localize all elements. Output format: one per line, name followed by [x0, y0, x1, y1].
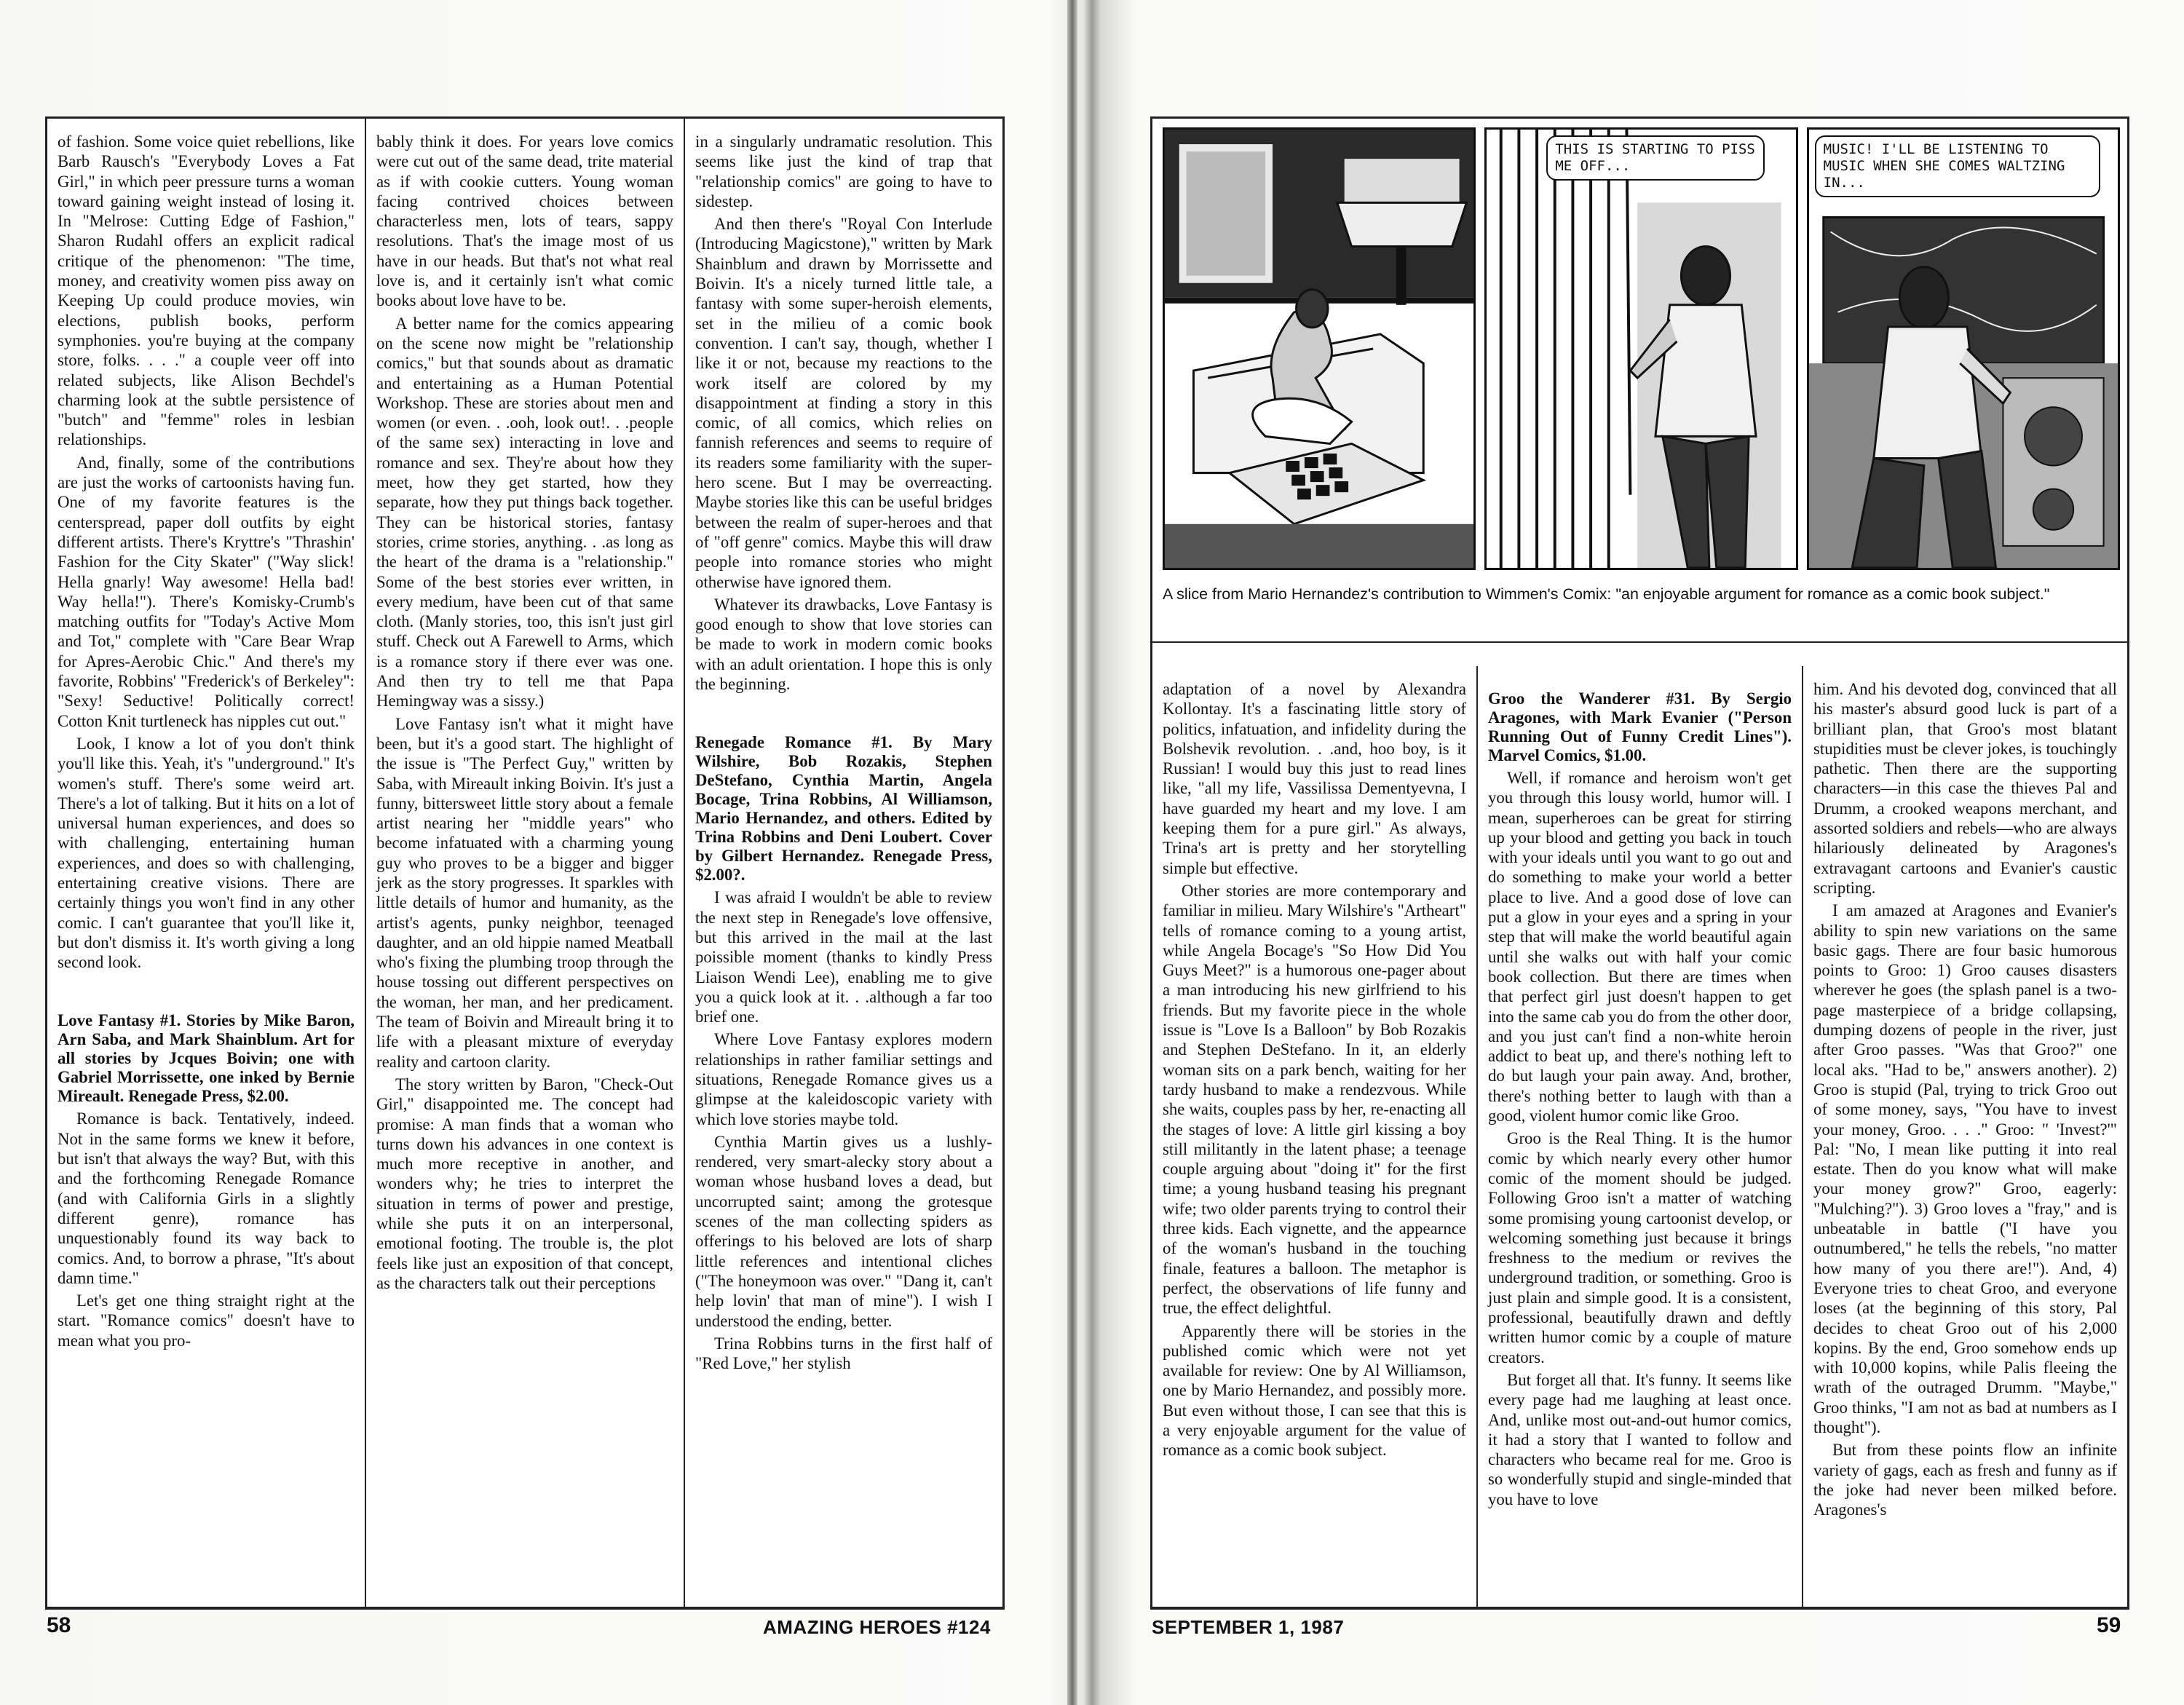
paragraph: Look, I know a lot of you don't think you'll like this. Yeah, it's "underground." It's women's stuff. There's some weird art. There's a lot of talking. But it hits on a lot of universal human experiences, and does so with challenging, entertaining human experiences, and does so with challenging, entertaining creative visions. There are certainly things you won't find in any other comic. I can't guarantee that you'll like it, but don't dismiss it. It's worth giving a long second look.: [58, 734, 355, 972]
comic-panel-3: [1807, 127, 2120, 570]
paragraph: I was afraid I wouldn't be able to review the next step in Renegade's love offensive, but this arrived in the mail at the last poissible moment (thanks to kindly Press Liaison Wendi Lee), enabling me to give you a quick look at it. . .although a far too brief one.: [695, 888, 992, 1026]
right-col-3: [1803, 666, 2127, 1609]
left-page-number: 58: [47, 1613, 71, 1637]
left-col-2: [366, 119, 685, 1607]
paragraph: in a singularly undramatic resolution. This seems like just the kind of trap that "relationship comics" are going to have to sidestep.: [695, 132, 992, 210]
right-col-2: [1478, 666, 1803, 1609]
right-page-number: 59: [2097, 1613, 2121, 1637]
speech-balloon-3: MUSIC! I'LL BE LISTENING TO MUSIC WHEN SHE COMES WALTZING IN...: [1815, 135, 2100, 197]
paragraph: Let's get one thing straight right at the start. "Romance comics" doesn't have to mean what you pro-: [58, 1291, 355, 1350]
right-page: [1150, 116, 2129, 1609]
paragraph: Romance is back. Tentatively, indeed. Not in the same forms we knew it before, but isn't that always the way? But, with this and the forthcoming Renegade Romance (and with California Girls in a slightly different genre), romance has unquestionably found its way back to comics. And, to borrow a phrase, "It's about damn time.": [58, 1109, 355, 1287]
paragraph: Love Fantasy isn't what it might have been, but it's a good start. The highlight of the issue is "The Perfect Guy," written by Saba, with Mireault inking Boivin. It's just a funny, bittersweet little story about a female artist nearing her "middle years" who become infatuated with a charming young guy who proves to be a bigger and bigger jerk as the story progresses. It sparkles with little details of humor and humanity, as the artist's agents, punky neighbor, teenaged daughter, and an old hippie named Meatball who's fixing the plumbing troop through the house tossing out different perspectives on the woman, her man, and her predicament. The team of Boivin and Mireault bring it to life with a pleasant mixture of everyday reality and cartoon clarity.: [376, 714, 673, 1071]
paragraph: Cynthia Martin gives us a lushly-rendered, very smart-alecky story about a woman whose husband loves a dead, but uncorrupted saint; among the grotesque scenes of the man collecting spiders as offerings to his beloved are lots of sharp little references and intentional cliches ("The honeymoon was over." "Dang it, can't help lovin' that man of mine"). I wish I understood the ending, better.: [695, 1132, 992, 1330]
paragraph: A better name for the comics appearing on the scene now might be "relationship comics," but that sounds about as dramatic and entertaining as a Human Potential Workshop. These are stories about men and women (or even. . .ooh, look out!. . .people of the same sex) interacting in love and romance and sex. They're about how they meet, how they get started, how they separate, how they put things back together. They can be historical stories, fantasy stories, crime stories, anything. . .as long as the heart of the drama is a "relationship." Some of the best stories ever written, in every medium, have been cut of that same cloth. (Manly stories, too, this isn't just girl stuff. Check out A Farewell to Arms, which is a romance story if there ever was one. And then try to tell me that Papa Hemingway was a sissy.): [376, 314, 673, 711]
right-running-head: SEPTEMBER 1, 1987: [1152, 1616, 1345, 1638]
left-footer-rule: [45, 1607, 1005, 1610]
left-page-columns: [47, 119, 1002, 1607]
left-running-head: AMAZING HEROES #124: [763, 1616, 991, 1638]
left-col-3: [685, 119, 1002, 1607]
paragraph: But from these points flow an infinite variety of gags, each as fresh and funny as if the joke had never been milked before. Aragones's: [1813, 1441, 2117, 1519]
paragraph: Well, if romance and heroism won't get you through this lousy world, humor will. I mean, superheroes can be great for stirring up your blood and getting you back in touch with your ideals until you want to go out and do something to make your world a better place to live. And a good dose of love can put a glow in your eyes and a spring in your step that will make the world beautiful again until she walks out with half your comic book collection. But there are times when that perfect girl just doesn't happen to get into the same cab you do from the other door, and you just can't find a non-white heroin addict to beat up, and there's nothing left to do but laugh your pain away. And, brother, there's nothing better to laugh with than a good, violent humor comic like Groo.: [1488, 769, 1792, 1126]
left-col-1: [47, 119, 366, 1607]
paragraph: Whatever its drawbacks, Love Fantasy is good enough to show that love stories can be made to work in modern comic books with an adult orientation. I hope this is only the beginning.: [695, 595, 992, 694]
right-col-1: [1152, 666, 1478, 1609]
review-heading: Love Fantasy #1. Stories by Mike Baron, Arn Saba, and Mark Shainblum. Art for all stories by Jcques Boivin; one with Gabriel Morrissette, one inked by Bernie Mireault. Renegade Press, $2.00.: [58, 1011, 355, 1106]
review-heading: Renegade Romance #1. By Mary Wilshire, Bob Rozakis, Stephen DeStefano, Cynthia Martin, Angela Bocage, Trina Robbins, Al Williamson, Mario Hernandez, and others. Edited by Trina Robbins and Deni Loubert. Cover by Gilbert Hernandez. Renegade Press, $2.00?.: [695, 733, 992, 885]
paragraph: adaptation of a novel by Alexandra Kollontay. It's a fascinating little story of politics, infatuation, and infidelity during the Bolshevik revolution. . .and, hoo boy, is it Russian! I would buy this just to read lines like, "all my life, Vassilissa Dementyevna, I have guarded my heart and my love. I am keeping them for a pure girl." As always, Trina's art is pretty and her storytelling simple but effective.: [1163, 680, 1466, 877]
paragraph: Where Love Fantasy explores modern relationships in rather familiar settings and situations, Renegade Romance gives us a glimpse at the kaleidoscopic variety with which love stories maybe told.: [695, 1030, 992, 1128]
paragraph: Groo is the Real Thing. It is the humor comic by which nearly every other humor comic of the moment should be judged. Following Groo isn't a matter of watching some promising young cartoonist develop, or welcoming something just because it brings freshness to the medium or revives the underground tradition, or something. Groo is just plain and simple good. It is a consistent, professional, beautifully drawn and deftly written humor comic by a couple of mature creators.: [1488, 1129, 1792, 1366]
paragraph: I am amazed at Aragones and Evanier's ability to spin new variations on the same basic gags. There are four basic humorous points to Groo: 1) Groo causes disasters wherever he goes (the splash panel is a two-page masterpiece of a bridge collapsing, dumping dozens of people in the river, just after Groo passes. "Was that Groo?" one local aks. "Had to be," answers another). 2) Groo is stupid (Pal, trying to trick Groo out of some money, says, "You have to invest your money, Groo. . . ." Groo: " 'Invest?'" Pal: "No, I mean like putting it into real estate. Then do you know what will make your money grow?" Groo, eagerly: "Mulching?"). 3) Groo loves a "fray," and is unbeatable in battle ("I have you outnumbered," he tells the rebels, "no matter how many of you there are!"). And, 4) Everyone tries to cheat Groo, and everyone loses (at the beginning of this story, Pal decides to cheat Groo out of his 2,000 kopins. By the end, Groo somehow ends up with 10,000 kopins, while Palis fleeing the wrath of the outraged Drumm. "Maybe," Groo thinks, "I am not as bad at numbers as I thought").: [1813, 901, 2117, 1436]
right-page-columns: [1152, 666, 2127, 1609]
speech-balloon-2: THIS IS STARTING TO PISS ME OFF...: [1546, 135, 1765, 181]
review-heading: Groo the Wanderer #31. By Sergio Aragones, with Mark Evanier ("Person Running Out of Funny Credit Lines"). Marvel Comics, $1.00.: [1488, 689, 1792, 764]
paragraph: The story written by Baron, "Check-Out Girl," disappointed me. The concept had promise: A man finds that a woman who turns down his advances in one context is much more receptive in another, and wonders why; he tries to interpret the situation in terms of power and prestige, while she puts it on an interpersonal, emotional footing. The trouble is, the plot feels like just an exposition of that concept, as the characters talk out their perceptions: [376, 1075, 673, 1292]
room-drawing: [1165, 130, 1473, 568]
book-spine: [1067, 0, 1077, 1705]
curtain-figure-drawing: [1487, 130, 1795, 568]
paragraph: Other stories are more contemporary and familiar in milieu. Mary Wilshire's "Artheart" tells of romance coming to a young artist, while Angela Bocage's "So How Did You Guys Meet?" is a humorous one-pager about a man introducing his new girlfriend to his friends. But my favorite piece in the whole issue is "Love Is a Balloon" by Bob Rozakis and Stephen DeStefano. In it, an elderly woman sits on a park bench, waiting for her tardy husband to make a rendezvous. While she waits, couples pass by her, re-enacting all the stages of love: A little girl kissing a boy still militantly in the latent phase; a teenage couple arguing about "doing it" for the first time; a young husband teasing his pregnant wife; two older parents trying to control their three kids. Each vignette, and the appearnce of the woman's husband in the touching finale, features a balloon. The metaphor is perfect, the observations of life funny and true, the effect delightful.: [1163, 881, 1466, 1318]
right-footer-rule: [1150, 1607, 2129, 1610]
paragraph: And then there's "Royal Con Interlude (Introducing Magicstone)," written by Mark Shainblum and drawn by Morrissette and Boivin. It's a nicely turned little tale, a fantasy with some super-heroish elements, set in the milieu of a comic book convention. I can't say, though, whether I like it or not, because my reactions to the work itself are colored by my disappointment at finding a story in this comic, of all comics, which relies on fannish references and seems to require of its readers some familiarity with the super-hero scene. But I may be overreacting. Maybe stories like this can be useful bridges between the realm of super-heroes and that of "off genre" comics. Maybe this will draw people into romance stories who might otherwise have ignored them.: [695, 215, 992, 591]
paragraph-spacer: [695, 697, 992, 723]
paragraph: him. And his devoted dog, convinced that all his master's absurd good luck is part of a brilliant plan, that Groo's most blatant stupidities must be clever jokes, is touchingly pathetic. Then there are the supporting characters—in this case the thieves Pal and Drumm, a crooked weapons merchant, and assorted soldiers and rebels—who are always hilariously delineated by Aragones's extravagant cartoons and Evanier's caustic scripting.: [1813, 680, 2117, 897]
paragraph: And, finally, some of the contributions are just the works of cartoonists having fun. One of my favorite features is the centerspread, paper doll outfits by eight different artists. There's Kryttre's "Thrashin' Fashion for the City Skater" ("Way slick! Hella gnarly! Way awesome! Hella bad! Way hella!"). There's Komisky-Crumb's matching outfits for "Today's Active Mom and Tot," complete with "Care Bear Wrap for Apres-Aerobic Chic." And there's my favorite, Robbins' "Frederick's of Berkeley": "Sexy! Seductive! Politically correct! Cotton Knit turtleneck has nipples cut out.": [58, 453, 355, 730]
paragraph: Apparently there will be stories in the published comic which were not yet available for review: One by Al Williamson, one by Mario Hernandez, and possibly more. But even without those, I can see that this is a very enjoyable argument for the value of romance as a comic book subject.: [1163, 1321, 1466, 1460]
paragraph: Trina Robbins turns in the first half of "Red Love," her stylish: [695, 1334, 992, 1373]
paragraph: bably think it does. For years love comics were cut out of the same dead, trite material as if with cookie cutters. Young woman facing contrived choices between characterless men, lots of tears, sappy resolutions. That's the image most of us have in our heads. But that's not what real love is, and it certainly isn't what comic books about love have to be.: [376, 132, 673, 310]
comic-panel-1: [1163, 127, 1476, 570]
paragraph-spacer: [58, 975, 355, 1001]
comic-panel-2: [1484, 127, 1797, 570]
comic-strip: [1163, 127, 2120, 570]
comic-caption: A slice from Mario Hernandez's contribution to Wimmen's Comix: "an enjoyable argument for romance as a comic book subject.": [1163, 585, 2050, 603]
caption-rule: [1152, 641, 2127, 643]
left-page: [45, 116, 1005, 1609]
paragraph: of fashion. Some voice quiet rebellions, like Barb Rausch's "Everybody Loves a Fat Girl," in which peer pressure turns a woman toward gaining weight instead of losing it. In "Melrose: Cutting Edge of Fashion," Sharon Rudahl offers an explicit radical critique of the phenomenon: "The time, money, and creativity women piss away on Keeping Up could produce movies, win elections, publish books, perform symphonies. you're buying at the company store, folks. . . ." a couple veer off into related subjects, like Alison Bechdel's charming look at the subtle persistence of "butch" and "femme" roles in lesbian relationships.: [58, 132, 355, 449]
paragraph: But forget all that. It's funny. It seems like every page had me laughing at least once. And, unlike most out-and-out humor comics, it had a story that I wanted to follow and characters who became real for me. Groo is so wonderfully stupid and single-minded that you have to love: [1488, 1370, 1792, 1508]
